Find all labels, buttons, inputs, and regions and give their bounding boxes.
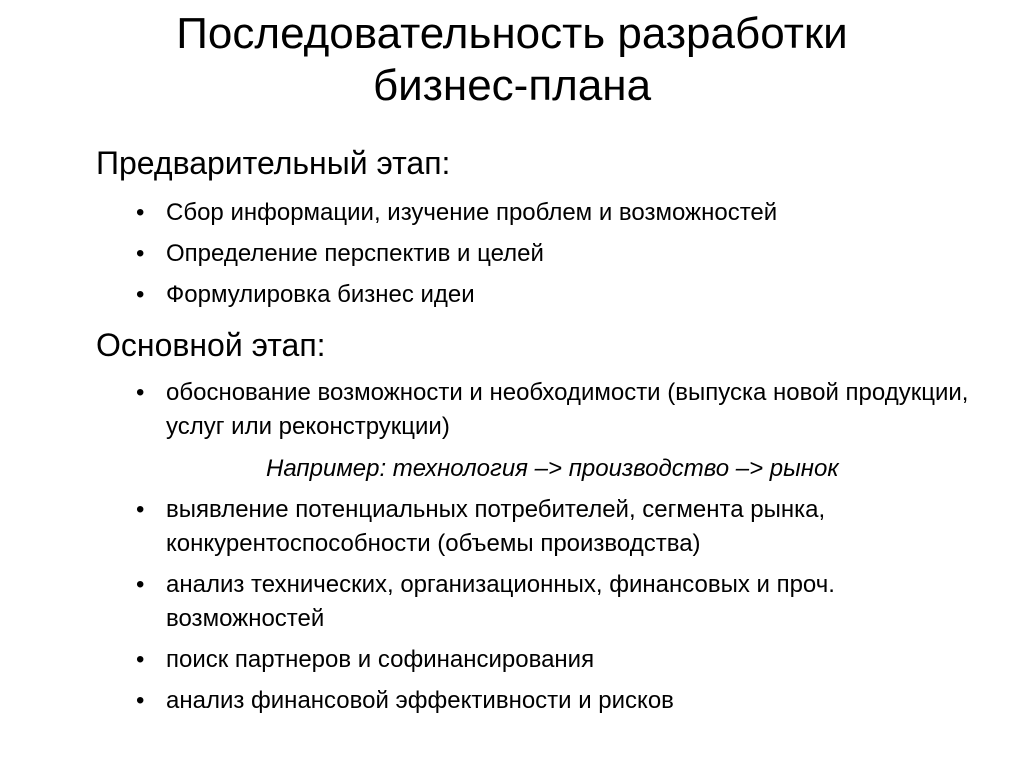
bullet-icon: •	[136, 199, 145, 226]
bullet-item	[136, 376, 986, 444]
section-heading-main: Основной этап:	[96, 327, 326, 363]
bullet-icon: •	[136, 240, 145, 267]
bullet-text: поиск партнеров и софинансирования	[166, 646, 595, 673]
bullet-text: Формулировка бизнес идеи	[166, 281, 475, 308]
bullet-text: Сбор информации, изучение проблем и возможностей	[166, 199, 778, 226]
bullet-icon: •	[136, 646, 145, 673]
section-heading-preliminary: Предварительный этап:	[96, 145, 451, 181]
bullet-icon: •	[136, 281, 145, 308]
bullet-text: выявление потенциальных потребителей, сегмента рынка, конкурентоспособности (объемы производства)	[166, 496, 826, 557]
bullet-text: обоснование возможности и необходимости (выпуска новой продукции, услуг или реконструкции)	[166, 379, 969, 440]
bullet-text: анализ финансовой эффективности и рисков	[166, 687, 674, 714]
bullet-item	[136, 493, 986, 561]
bullet-item	[136, 237, 986, 271]
bullet-text: Определение перспектив и целей	[166, 240, 544, 267]
slide-title-line-1: Последовательность разработки	[176, 9, 848, 58]
bullet-item	[136, 196, 986, 230]
bullet-text: анализ технических, организационных, финансовых и проч. возможностей	[166, 571, 835, 632]
example-text: Например: технология –> производство –> рынок	[266, 455, 839, 482]
slide-title-line-2: бизнес-плана	[372, 61, 652, 111]
bullet-icon: •	[136, 571, 145, 598]
bullet-icon: •	[136, 379, 145, 406]
bullet-item	[136, 278, 986, 312]
bullet-item	[136, 684, 986, 718]
bullet-icon: •	[136, 496, 145, 523]
bullet-icon: •	[136, 687, 145, 714]
bullet-item	[136, 643, 986, 677]
bullet-item	[136, 568, 986, 636]
